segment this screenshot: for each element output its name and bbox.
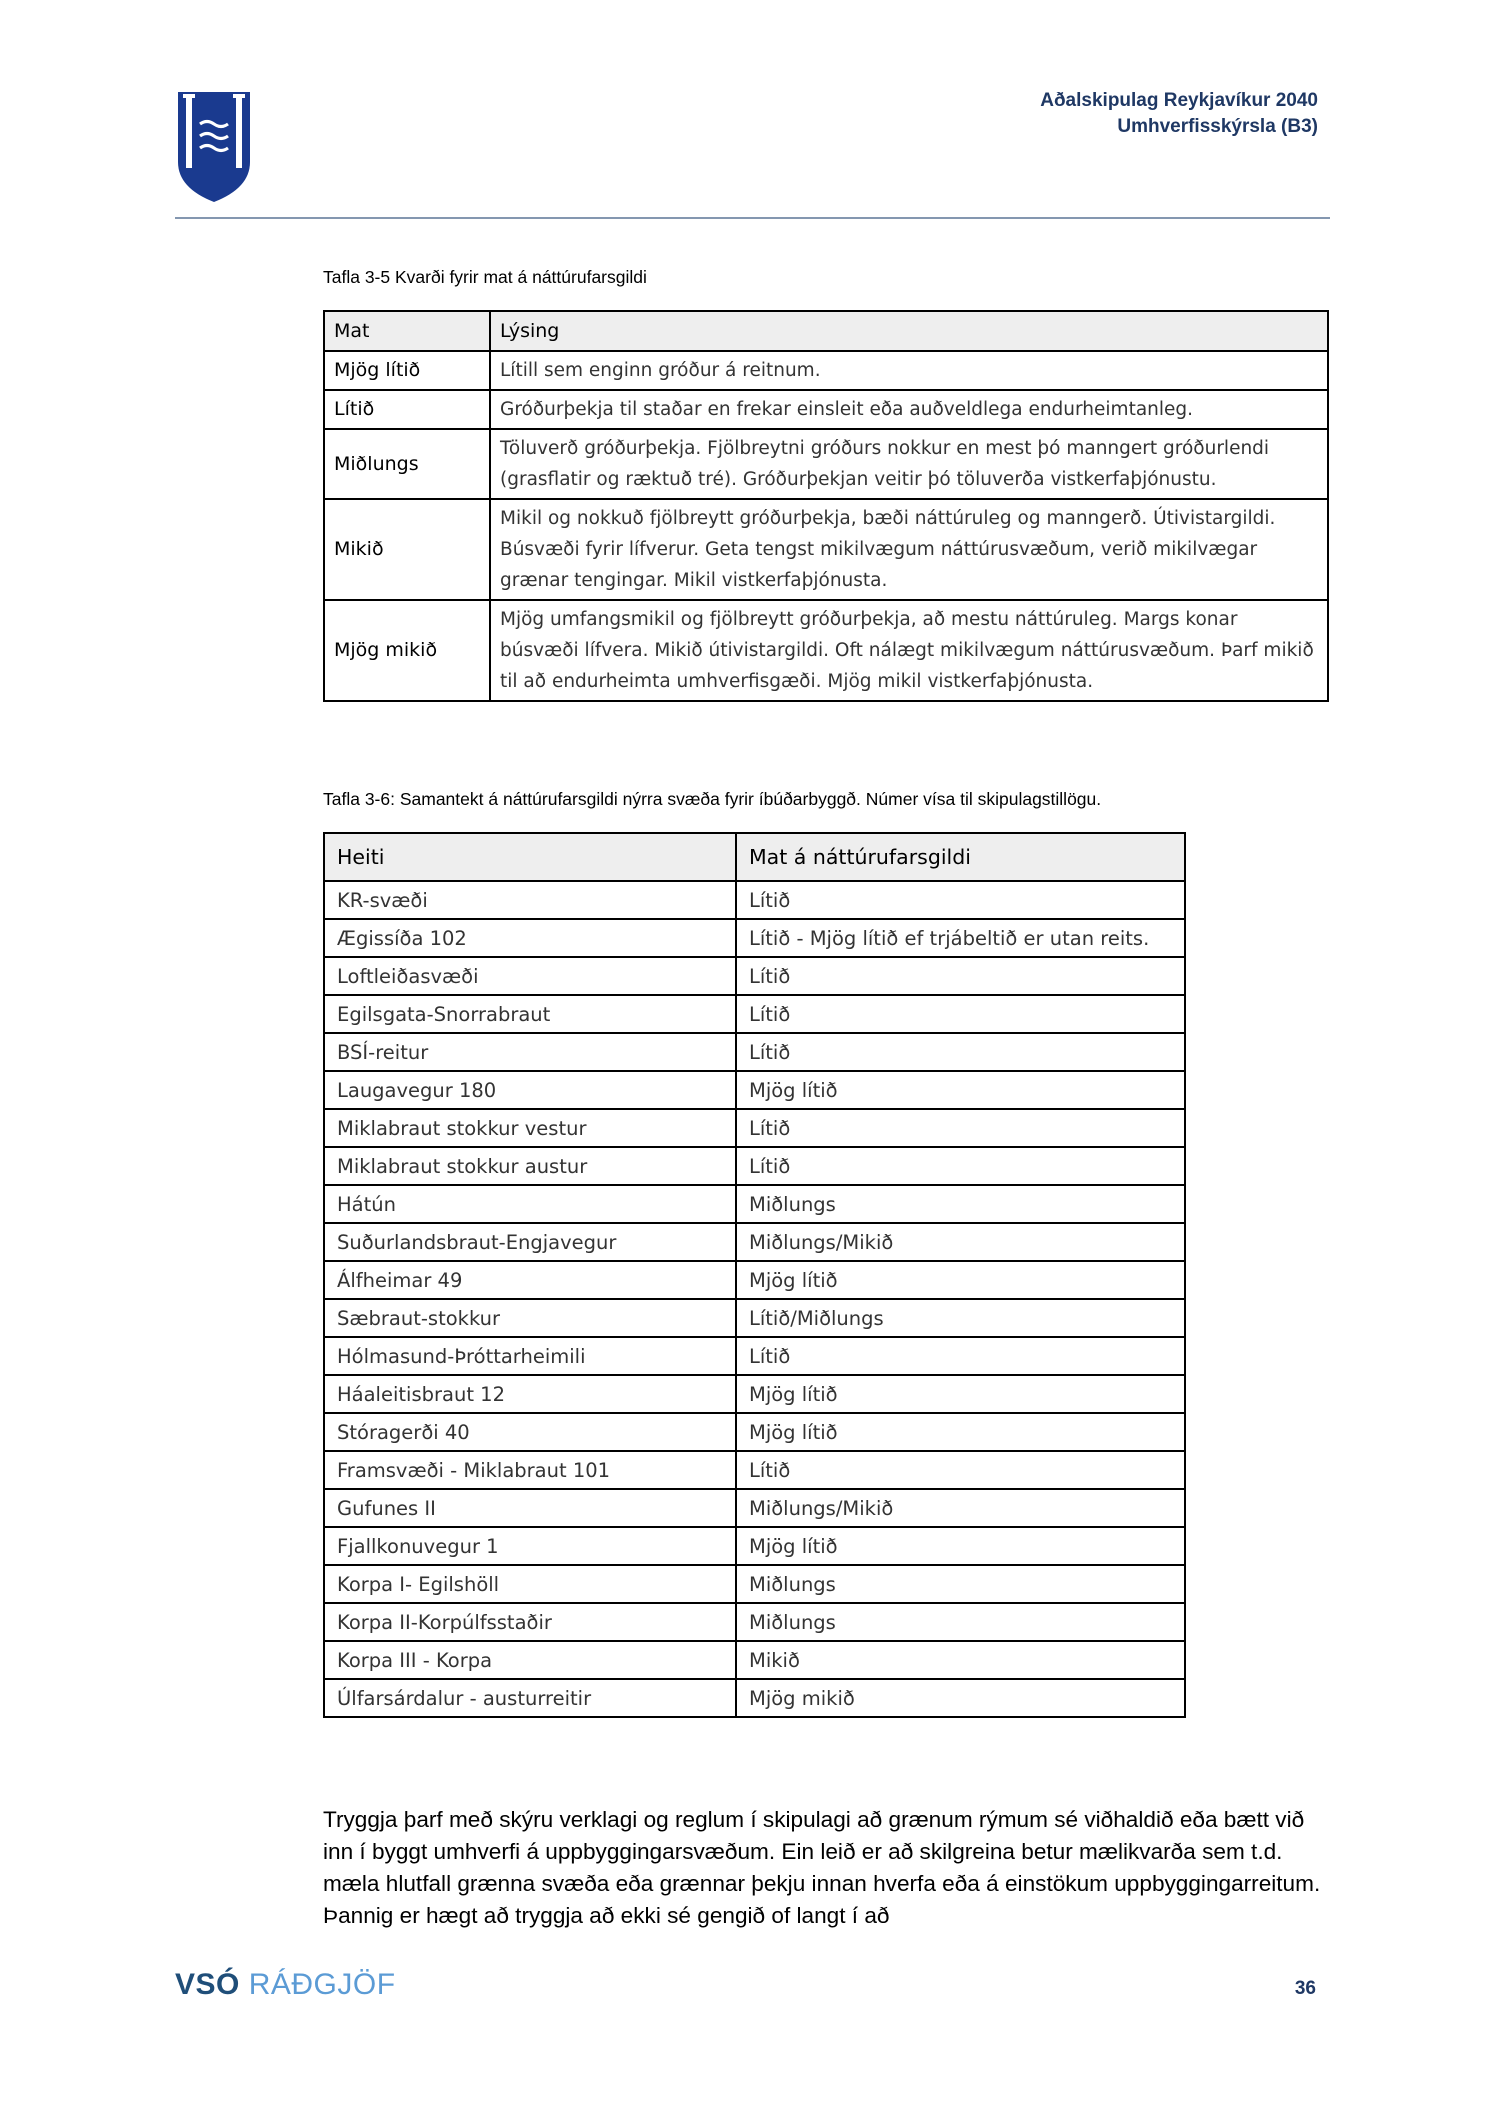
table2-cell-heiti: Sæbraut-stokkur [324, 1299, 736, 1337]
table2-cell-mat: Miðlungs [736, 1603, 1185, 1641]
table1-header-mat: Mat [324, 311, 490, 351]
table2-cell-heiti: Korpa I- Egilshöll [324, 1565, 736, 1603]
table2-cell-heiti: Miklabraut stokkur austur [324, 1147, 736, 1185]
table-row [324, 351, 1328, 390]
table-new-residential-areas [323, 832, 1186, 1718]
table2-cell-mat: Lítið/Miðlungs [736, 1299, 1185, 1337]
table2-cell-heiti: Framsvæði - Miklabraut 101 [324, 1451, 736, 1489]
table-row [324, 600, 1328, 701]
table2-cell-heiti: Fjallkonuvegur 1 [324, 1527, 736, 1565]
table2-cell-mat: Lítið [736, 881, 1185, 919]
table2-cell-mat: Miðlungs/Mikið [736, 1223, 1185, 1261]
table2-cell-mat: Lítið [736, 1451, 1185, 1489]
table-row [324, 1603, 1185, 1641]
table1-cell-mat: Mjög mikið [324, 600, 490, 701]
logo-part-vso: VSÓ [175, 1968, 240, 2001]
table1-cell-mat: Miðlungs [324, 429, 490, 499]
table-row [324, 429, 1328, 499]
table1-cell-lysing: Töluverð gróðurþekja. Fjölbreytni gróðurs nokkur en mest þó manngert gróðurlendi (grasflatir og ræktuð tré). Gróðurþekjan veitir þó töluverða vistkerfaþjónustu. [490, 429, 1328, 499]
table-row [324, 1185, 1185, 1223]
table-row [324, 1375, 1185, 1413]
table2-header-mat: Mat á náttúrufarsgildi [736, 833, 1185, 881]
table2-cell-heiti: Ægissíða 102 [324, 919, 736, 957]
table2-cell-mat: Lítið - Mjög lítið ef trjábeltið er utan reits. [736, 919, 1185, 957]
table-row [324, 1489, 1185, 1527]
table2-cell-heiti: Úlfarsárdalur - austurreitir [324, 1679, 736, 1717]
table1-caption: Tafla 3-5 Kvarði fyrir mat á náttúrufarsgildi [323, 267, 647, 287]
table2-caption: Tafla 3-6: Samantekt á náttúrufarsgildi nýrra svæða fyrir íbúðarbyggð. Númer vísa til skipulagstillögu. [323, 789, 1102, 809]
document-title-line1: Aðalskipulag Reykjavíkur 2040 [1040, 90, 1318, 111]
table1-cell-lysing: Mikil og nokkuð fjölbreytt gróðurþekja, bæði náttúruleg og manngerð. Útivistargildi. Búsvæði fyrir lífverur. Geta tengst mikilvægum náttúrusvæðum, verið mikilvægar grænar tengingar. Mikil vistkerfaþjónusta. [490, 499, 1328, 600]
table-row [324, 1565, 1185, 1603]
table2-cell-mat: Mjög mikið [736, 1679, 1185, 1717]
table2-cell-mat: Lítið [736, 995, 1185, 1033]
table-row [324, 995, 1185, 1033]
table-row [324, 1147, 1185, 1185]
table-row [324, 1451, 1185, 1489]
document-title-line2: Umhverfisskýrsla (B3) [1117, 116, 1318, 137]
table2-cell-mat: Lítið [736, 1109, 1185, 1147]
table-row [324, 1109, 1185, 1147]
table-row [324, 1261, 1185, 1299]
table2-cell-mat: Miðlungs [736, 1185, 1185, 1223]
table-row [324, 499, 1328, 600]
table2-cell-mat: Mjög lítið [736, 1261, 1185, 1299]
table2-header-row [324, 833, 1185, 881]
table2-cell-mat: Lítið [736, 1147, 1185, 1185]
table2-cell-heiti: Hátún [324, 1185, 736, 1223]
table2-cell-heiti: Korpa III - Korpa [324, 1641, 736, 1679]
table1-cell-mat: Lítið [324, 390, 490, 429]
table1-header-row [324, 311, 1328, 351]
table2-cell-heiti: Loftleiðasvæði [324, 957, 736, 995]
table-row [324, 1033, 1185, 1071]
table1-cell-lysing: Mjög umfangsmikil og fjölbreytt gróðurþekja, að mestu náttúruleg. Margs konar búsvæði lífvera. Mikið útivistargildi. Oft nálægt mikilvægum náttúrusvæðum. Þarf mikið til að endurheimta umhverfisgæði. Mjög mikil vistkerfaþjónusta. [490, 600, 1328, 701]
table2-cell-heiti: Egilsgata-Snorrabraut [324, 995, 736, 1033]
table-row [324, 957, 1185, 995]
table-row [324, 390, 1328, 429]
table2-cell-mat: Mikið [736, 1641, 1185, 1679]
reykjavik-crest-icon [176, 90, 252, 204]
table-row [324, 1413, 1185, 1451]
table2-cell-heiti: Háaleitisbraut 12 [324, 1375, 736, 1413]
table2-cell-heiti: Stóragerði 40 [324, 1413, 736, 1451]
table2-header-heiti: Heiti [324, 833, 736, 881]
table2-cell-heiti: Laugavegur 180 [324, 1071, 736, 1109]
table2-cell-heiti: Miklabraut stokkur vestur [324, 1109, 736, 1147]
table2-cell-heiti: Korpa II-Korpúlfsstaðir [324, 1603, 736, 1641]
table-row [324, 1299, 1185, 1337]
table-natural-value-scale [323, 310, 1329, 702]
table2-cell-mat: Mjög lítið [736, 1071, 1185, 1109]
table2-cell-mat: Lítið [736, 957, 1185, 995]
table2-cell-mat: Mjög lítið [736, 1375, 1185, 1413]
table2-cell-heiti: BSÍ-reitur [324, 1033, 736, 1071]
vso-radgjof-logo [175, 1968, 396, 2002]
page-number: 36 [1294, 1978, 1316, 1999]
table-row [324, 881, 1185, 919]
table2-cell-heiti: Suðurlandsbraut-Engjavegur [324, 1223, 736, 1261]
table1-cell-mat: Mikið [324, 499, 490, 600]
table-row [324, 1071, 1185, 1109]
body-paragraph: Tryggja þarf með skýru verklagi og reglum í skipulagi að grænum rýmum sé viðhaldið eða bætt við inn í byggt umhverfi á uppbyggingarsvæðum. Ein leið er að skilgreina betur mælikvarða sem t.d. mæla hlutfall grænna svæða eða grænnar þekju innan hverfa eða á einstökum uppbyggingarreitum. Þannig er hægt að tryggja að ekki sé gengið of langt í að [323, 1807, 1321, 1928]
table1-cell-mat: Mjög lítið [324, 351, 490, 390]
table1-header-lysing: Lýsing [490, 311, 1328, 351]
table2-cell-mat: Lítið [736, 1033, 1185, 1071]
table2-cell-mat: Lítið [736, 1337, 1185, 1375]
table2-cell-heiti: Hólmasund-Þróttarheimili [324, 1337, 736, 1375]
table-row [324, 1337, 1185, 1375]
table2-cell-heiti: Álfheimar 49 [324, 1261, 736, 1299]
table-row [324, 1679, 1185, 1717]
document-title [1040, 88, 1318, 140]
table2-cell-mat: Mjög lítið [736, 1413, 1185, 1451]
logo-part-radgjof: RÁÐGJÖF [239, 1968, 396, 2001]
table2-cell-mat: Miðlungs/Mikið [736, 1489, 1185, 1527]
table-row [324, 919, 1185, 957]
table2-cell-mat: Miðlungs [736, 1565, 1185, 1603]
table2-cell-mat: Mjög lítið [736, 1527, 1185, 1565]
table-row [324, 1223, 1185, 1261]
table-row [324, 1641, 1185, 1679]
table-row [324, 1527, 1185, 1565]
table1-cell-lysing: Gróðurþekja til staðar en frekar einsleit eða auðveldlega endurheimtanleg. [490, 390, 1328, 429]
header-divider [175, 217, 1330, 219]
table2-cell-heiti: KR-svæði [324, 881, 736, 919]
table1-cell-lysing: Lítill sem enginn gróður á reitnum. [490, 351, 1328, 390]
table2-cell-heiti: Gufunes II [324, 1489, 736, 1527]
